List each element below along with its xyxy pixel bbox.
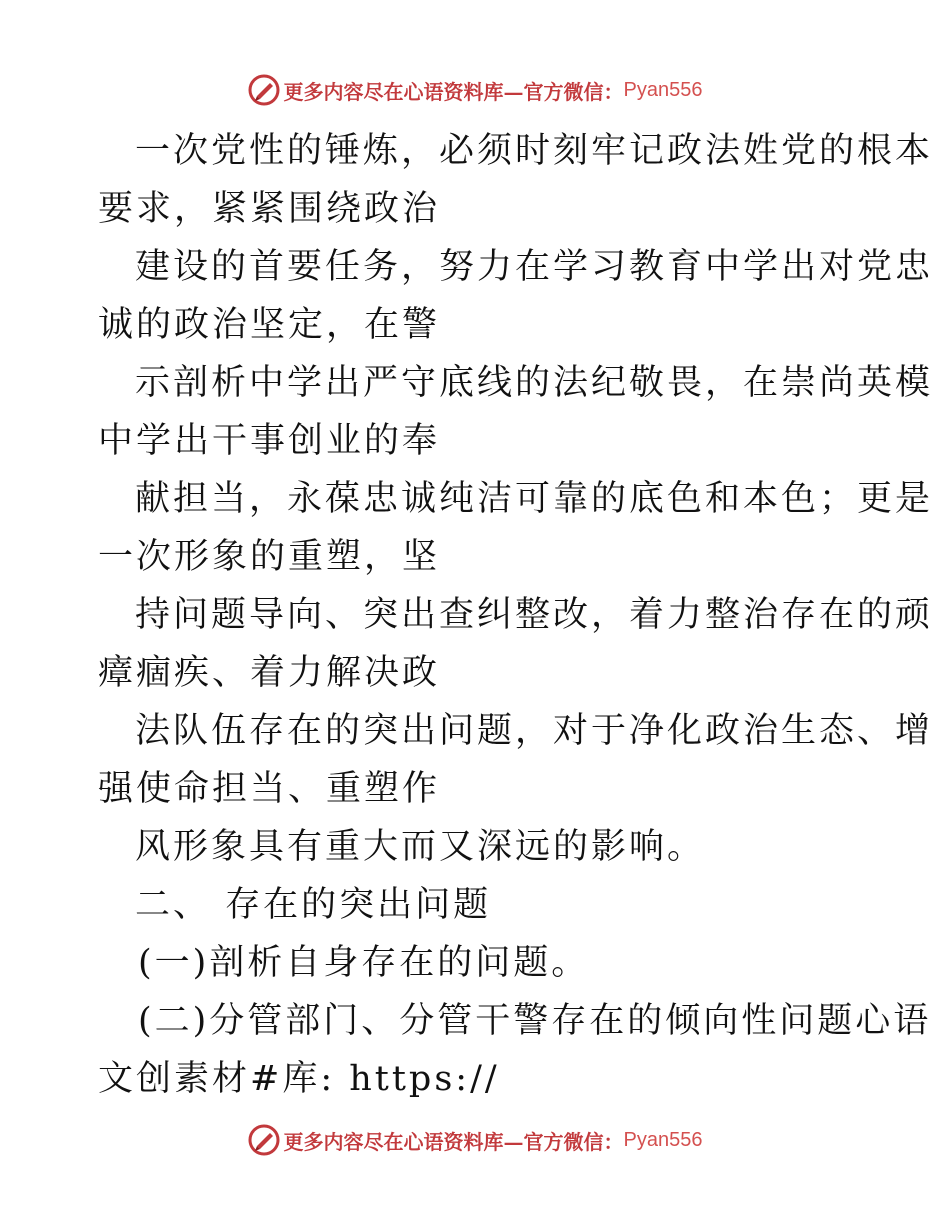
paragraph-line: 法队伍存在的突出问题，对于净化政治生态、增 — [135, 711, 934, 751]
watermark-text: 更多内容尽在心语资料库—官方微信： — [283, 79, 624, 104]
paragraph-line: 建设的首要任务，努力在学习教育中学出对党忠 — [135, 247, 934, 287]
watermark-text: 更多内容尽在心语资料库—官方微信： — [283, 1129, 624, 1154]
paragraph-line: 风形象具有重大而又深远的影响。 — [135, 827, 706, 867]
paragraph-line: 文创素材#库: https:// — [98, 1059, 500, 1099]
section-heading: 二、 存在的突出问题 — [135, 885, 492, 925]
paragraph-line: 示剖析中学出严守底线的法纪敬畏，在崇尚英模 — [135, 363, 934, 403]
paragraph-line: 一次形象的重塑，坚 — [98, 537, 441, 577]
watermark-handle: Pyan556 — [623, 1128, 703, 1151]
watermark-footer — [0, 1120, 950, 1160]
brand-logo-icon — [248, 1124, 280, 1156]
paragraph-line: 诚的政治坚定，在警 — [98, 305, 441, 345]
paragraph-line: 要求，紧紧围绕政治 — [98, 189, 441, 229]
subsection-heading: (一)剖析自身存在的问题。 — [138, 943, 590, 983]
document-body — [98, 122, 934, 1108]
watermark-header — [0, 70, 950, 110]
paragraph-line: 一次党性的锤炼，必须时刻牢记政法姓党的根本 — [135, 131, 934, 171]
paragraph-line: 持问题导向、突出查纠整改，着力整治存在的顽 — [135, 595, 934, 635]
watermark-handle: Pyan556 — [623, 78, 703, 101]
paragraph-line: 中学出干事创业的奉 — [98, 421, 441, 461]
paragraph-line: 献担当，永葆忠诚纯洁可靠的底色和本色；更是 — [135, 479, 934, 519]
brand-logo-icon — [248, 74, 280, 106]
paragraph-line: 强使命担当、重塑作 — [98, 769, 441, 809]
paragraph-line: 瘴痼疾、着力解决政 — [98, 653, 441, 693]
subsection-heading: (二)分管部门、分管干警存在的倾向性问题心语 — [138, 1001, 932, 1041]
